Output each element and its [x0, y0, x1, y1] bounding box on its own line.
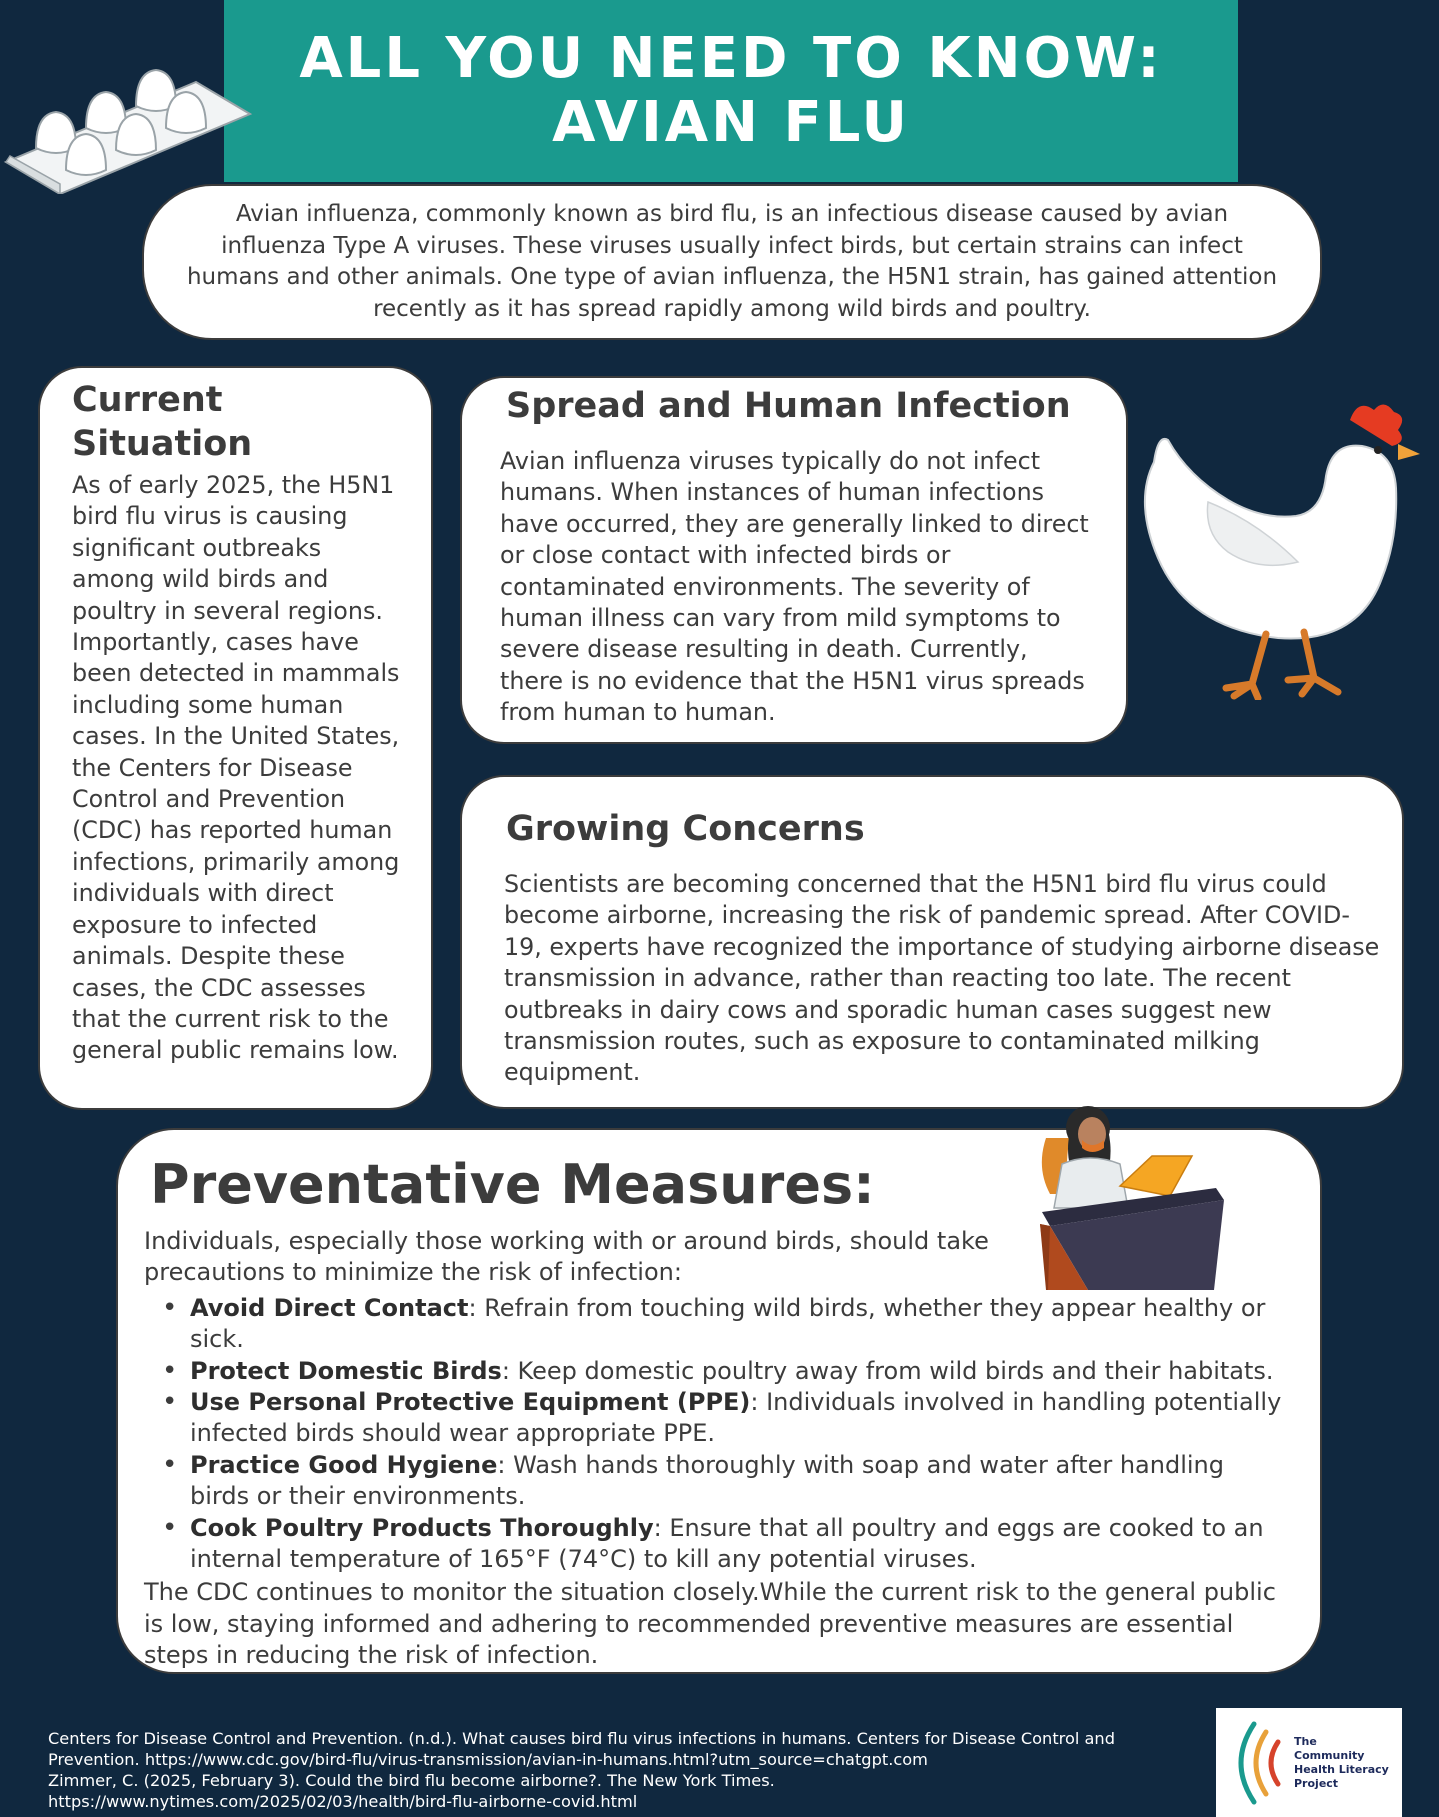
intro-card	[142, 184, 1322, 340]
preventative-measures-heading: Preventative Measures:	[150, 1153, 875, 1216]
reference-line: Zimmer, C. (2025, February 3). Could the bird flu become airborne?. The New York Times.	[48, 1771, 775, 1790]
chicken-illustration	[1138, 392, 1420, 700]
growing-concerns-text: Scientists are becoming concerned that the H5N1 bird flu virus could become airborne, increasing the risk of pandemic spread. After COVID-19, experts have recognized the importance of studying airborne disease transmission in advance, rather than reacting too late. The recent outbreaks in dairy cows and sporadic human cases suggest new transmission routes, such as exposure to contaminated milking equipment.	[504, 870, 1380, 1087]
page-title-line2: AVIAN FLU	[552, 90, 910, 155]
spread-card	[460, 376, 1128, 744]
reference-line: Prevention. https://www.cdc.gov/bird-flu/virus-transmission/avian-in-humans.html?utm_source=chatgpt.com	[48, 1750, 928, 1769]
growing-concerns-card	[460, 775, 1404, 1109]
growing-concerns-heading: Growing Concerns	[506, 809, 865, 849]
intro-text: Avian influenza, commonly known as bird flu, is an infectious disease caused by avian influenza Type A viruses. These viruses usually infect birds, but certain strains can infect humans and other animals. One type of avian influenza, the H5N1 strain, has gained attention recently as it has spread rapidly among wild birds and poultry.	[186, 201, 1278, 322]
health-worker-illustration	[1026, 1090, 1258, 1290]
page-title-line1: ALL YOU NEED TO KNOW:	[299, 26, 1163, 91]
preventative-lead-text: Individuals, especially those working with or around birds, should take precautions to minimize the risk of infection:	[144, 1227, 989, 1287]
current-situation-heading: Current Situation	[72, 380, 253, 464]
title-banner	[224, 0, 1238, 182]
current-situation-text: As of early 2025, the H5N1 bird flu virus is causing significant outbreaks among wild birds and poultry in several regions. Importantly, cases have been detected in mammals including some human cases. In the United States, the Centers for Disease Control and Prevention (CDC) has reported human infections, primarily among individuals with direct exposure to infected animals. Despite these cases, the CDC assesses that the current risk to the general public remains low.	[72, 471, 400, 1065]
list-item: • Practice Good Hygiene: Wash hands thoroughly with soap and water after handling birds or their environments.	[162, 1450, 1290, 1513]
reference-line: Centers for Disease Control and Prevention. (n.d.). What causes bird flu virus infections in humans. Centers for Disease Control and	[48, 1729, 1115, 1748]
spread-text: Avian influenza viruses typically do not infect humans. When instances of human infections have occurred, they are generally linked to direct or close contact with infected birds or contaminated environments. The severity of human illness can vary from mild symptoms to severe disease resulting in death. Currently, there is no evidence that the H5N1 virus spreads from human to human.	[500, 447, 1089, 727]
reference-line: https://www.nytimes.com/2025/02/03/health/bird-flu-airborne-covid.html	[48, 1792, 638, 1811]
preventative-closing-text: The CDC continues to monitor the situation closely.While the current risk to the general public is low, staying informed and adhering to recommended preventive measures are essential steps in reducing the risk of infection.	[144, 1578, 1276, 1670]
references	[48, 1728, 1208, 1812]
list-item: • Protect Domestic Birds: Keep domestic poultry away from wild birds and their habitats.	[162, 1356, 1290, 1387]
current-situation-card	[38, 366, 433, 1110]
list-item: • Avoid Direct Contact: Refrain from touching wild birds, whether they appear healthy or sick.	[162, 1293, 1290, 1356]
logo-arcs-icon	[1224, 1718, 1286, 1808]
preventative-list	[162, 1293, 1290, 1576]
logo-text: The Community Health Literacy Project	[1294, 1734, 1389, 1790]
spread-heading: Spread and Human Infection	[506, 386, 1071, 426]
community-health-logo	[1216, 1708, 1402, 1817]
list-item: • Use Personal Protective Equipment (PPE): Individuals involved in handling potentially infected birds should wear appropriate PPE.	[162, 1387, 1290, 1450]
list-item: • Cook Poultry Products Thoroughly: Ensure that all poultry and eggs are cooked to an internal temperature of 165°F (74°C) to kill any potential viruses.	[162, 1513, 1290, 1576]
egg-carton-illustration	[0, 44, 260, 194]
